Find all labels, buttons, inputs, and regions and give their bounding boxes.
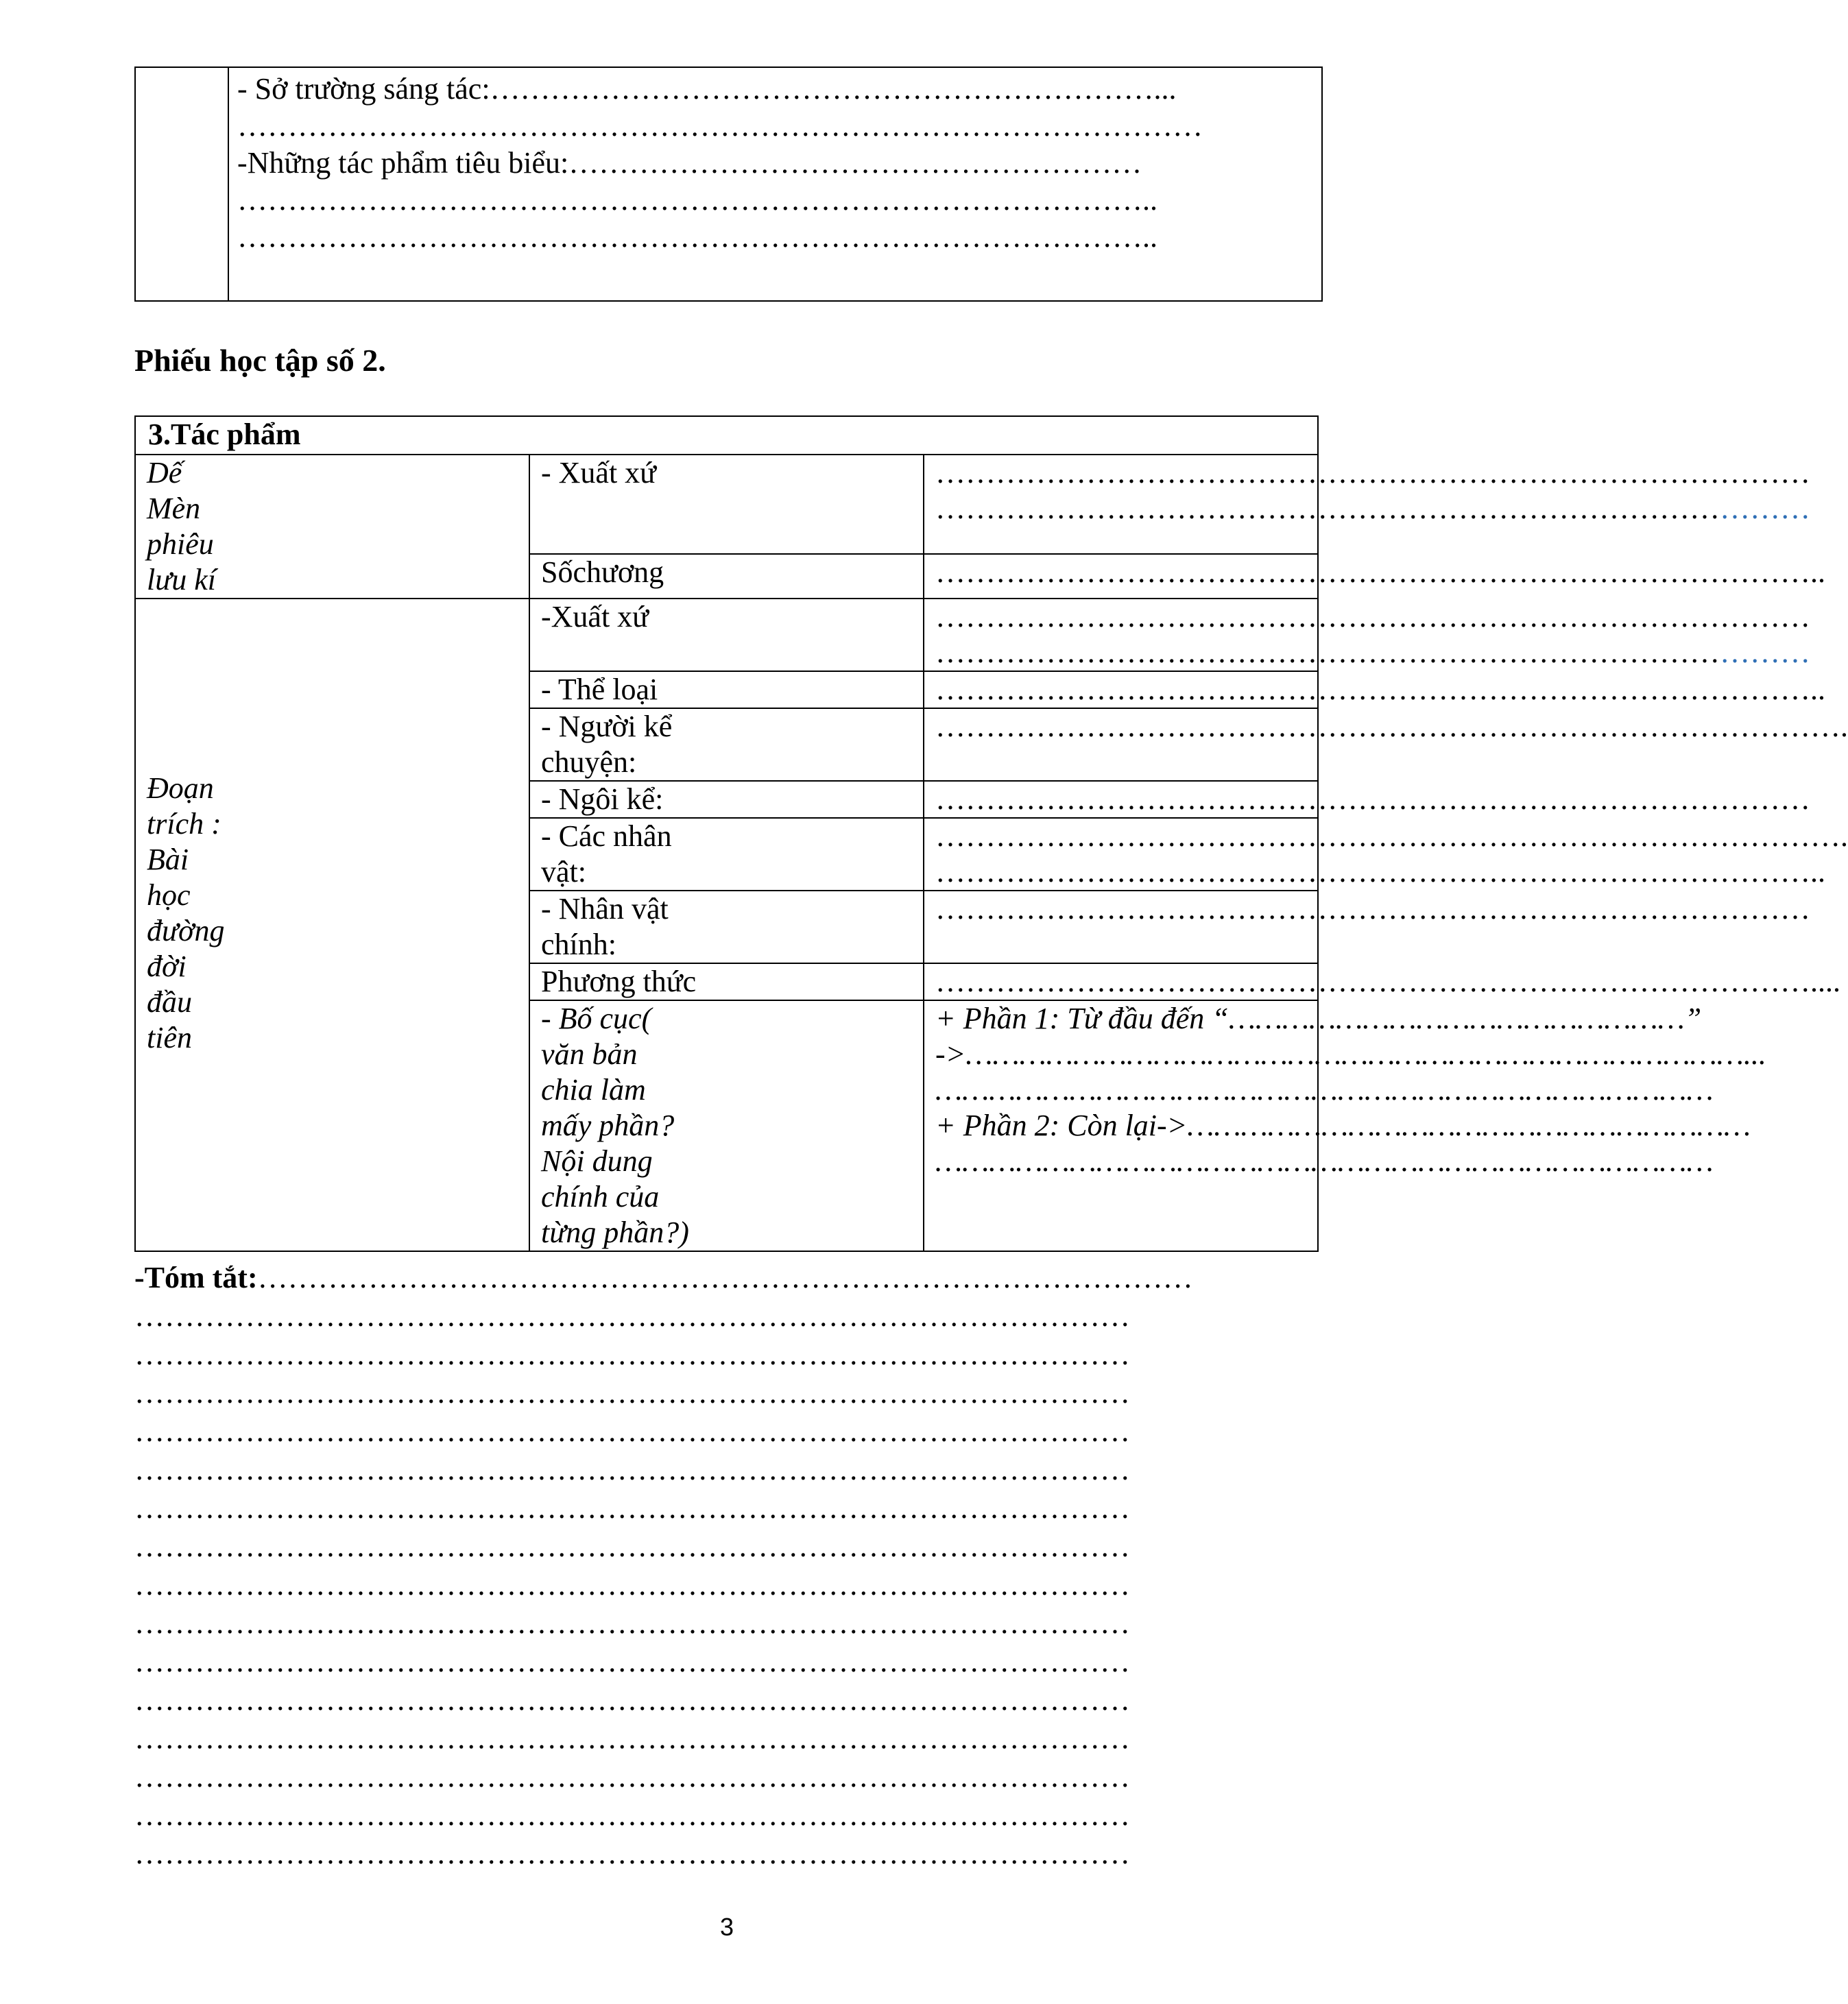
row-label-so-chuong: Sốchương bbox=[529, 554, 924, 599]
row-fill-ngoi-ke: …………………………………………………………………………… bbox=[924, 781, 1318, 818]
row-fill-the-loai: …………………………………………………………………………….. bbox=[924, 671, 1318, 708]
summary-fill-line: ……………………………………………………………………………………… bbox=[134, 1414, 1130, 1448]
summary-fill-line: ……………………………………………………………………………………… bbox=[134, 1530, 1130, 1563]
summary-fill-line: ……………………………………………………………………………………… bbox=[134, 1453, 1130, 1486]
author-table-left-cell bbox=[135, 67, 228, 301]
summary-section bbox=[134, 1259, 1323, 1873]
work-table bbox=[134, 415, 1848, 1252]
row-label-the-loai: - Thể loại bbox=[529, 671, 924, 708]
summary-fill-line: ……………………………………………………………………………………… bbox=[134, 1645, 1130, 1678]
row-label-nguoi-ke-chuyen: - Người kể chuyện: bbox=[529, 708, 924, 781]
group-title-doan-trich: Đoạn trích : Bài học đường đời đầu tiên bbox=[135, 599, 529, 1251]
worksheet-heading: Phiếu học tập số 2. bbox=[134, 343, 386, 378]
row-label-xuat-xu: - Xuất xứ bbox=[529, 455, 924, 554]
specialty-line: - Sở trường sáng tác:…………………………………………………………... bbox=[237, 72, 1177, 106]
row-fill-bo-cuc: + Phần 1: Từ đầu đến “……………………………………………” ->……………………………………………………………………………... …………………………………………………………………………… + Phần 2: Còn lại->……………………………………………………… …………………………………………………………………………… bbox=[924, 1000, 1318, 1251]
author-info-table bbox=[134, 67, 1323, 302]
summary-fill-line: ……………………………………………………………………………………… bbox=[134, 1491, 1130, 1525]
row-fill-xuat-xu: …………………………………………………………………………… …………………………………………………………………………… bbox=[924, 455, 1318, 554]
summary-fill-line: ……………………………………………………………………………………… bbox=[134, 1338, 1130, 1371]
blank-fill-line: …………………………………………………………………………………… bbox=[237, 109, 1203, 143]
row-label-xuat-xu: -Xuất xứ bbox=[529, 599, 924, 671]
summary-fill-line: ……………………………………………………………………………………… bbox=[134, 1376, 1130, 1410]
author-table-content-cell bbox=[228, 67, 1322, 301]
summary-fill-line: ……………………………………………………………………………………… bbox=[134, 1798, 1130, 1832]
row-fill-phuong-thuc: …………………………………………………………………………….... bbox=[924, 963, 1318, 1000]
summary-first-line: -Tóm tắt:………………………………………………………………………………… bbox=[134, 1261, 1193, 1294]
representative-works-line: -Những tác phẩm tiêu biểu:………………………………………………… bbox=[237, 146, 1142, 180]
row-label-nhan-vat-chinh: - Nhân vật chính: bbox=[529, 891, 924, 963]
row-label-phuong-thuc: Phương thức bbox=[529, 963, 924, 1000]
blank-fill-line: ……………………………………………………………………………….. bbox=[237, 183, 1157, 217]
row-label-bo-cuc: - Bố cục( văn bản chia làm mấy phần? Nội dung chính của từng phần?) bbox=[529, 1000, 924, 1251]
group-title-de-men: Dế Mèn phiêu lưu kí bbox=[135, 455, 529, 599]
summary-label: -Tóm tắt: bbox=[134, 1261, 258, 1294]
row-label-ngoi-ke: - Ngôi kể: bbox=[529, 781, 924, 818]
summary-fill-line: ……………………………………………………………………………………… bbox=[134, 1568, 1130, 1602]
row-fill-cac-nhan-vat: ………………………………………………………………………………. …………………………………………………………………………….. bbox=[924, 818, 1318, 891]
row-fill-nhan-vat-chinh: …………………………………………………………………………… bbox=[924, 891, 1318, 963]
row-fill-nguoi-ke-chuyen: ………………………………………………………………………………. bbox=[924, 708, 1318, 781]
summary-fill-line: ……………………………………………………………………………………… bbox=[134, 1722, 1130, 1755]
summary-fill-line: ……………………………………………………………………………………… bbox=[134, 1837, 1130, 1870]
summary-fill-line: ……………………………………………………………………………………… bbox=[134, 1299, 1130, 1333]
summary-fill-line: ……………………………………………………………………………………… bbox=[134, 1606, 1130, 1640]
blank-fill-line: ……………………………………………………………………………….. bbox=[237, 220, 1157, 254]
page-number: 3 bbox=[719, 1913, 734, 1941]
row-fill-xuat-xu: …………………………………………………………………………… …………………………………………………………………………… bbox=[924, 599, 1318, 671]
row-fill-so-chuong: …………………………………………………………………………….. bbox=[924, 554, 1318, 599]
row-label-cac-nhan-vat: - Các nhân vật: bbox=[529, 818, 924, 891]
work-table-header: 3.Tác phẩm bbox=[135, 416, 1318, 455]
summary-fill-line: ……………………………………………………………………………………… bbox=[134, 1683, 1130, 1717]
summary-fill-line: ……………………………………………………………………………………… bbox=[134, 1760, 1130, 1794]
